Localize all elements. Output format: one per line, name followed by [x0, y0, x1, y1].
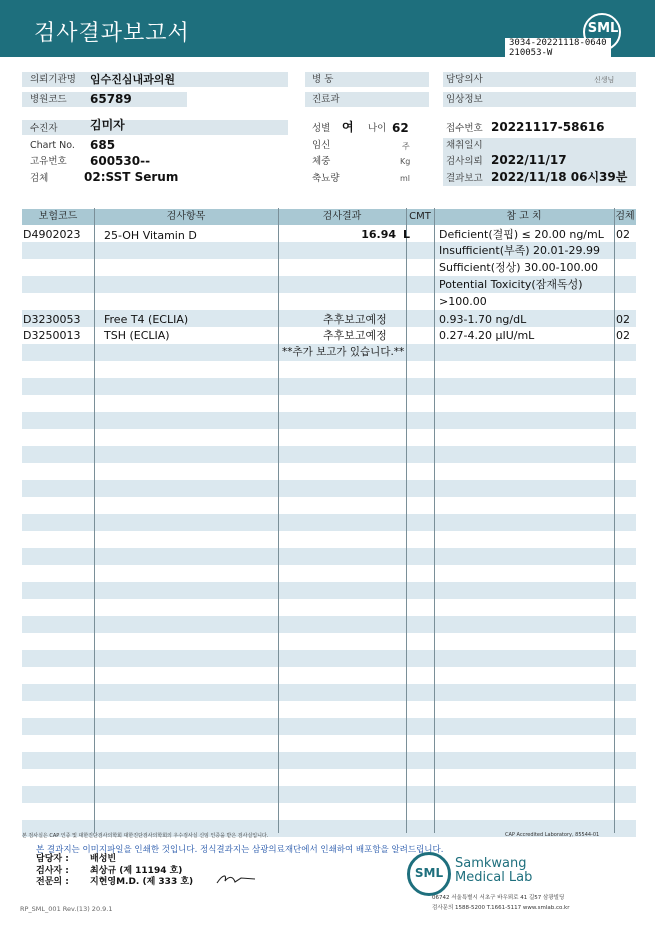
- chart-label: Chart No.: [30, 140, 75, 151]
- age-value: 62: [392, 121, 409, 135]
- age-label: 나이: [368, 123, 387, 134]
- col-divider: [406, 208, 407, 833]
- table-stripe: [22, 412, 636, 429]
- table-cell-ref: 0.93-1.70 ng/dL: [439, 313, 527, 326]
- table-stripe: [22, 650, 636, 667]
- table-cell-code: D4902023: [23, 228, 81, 241]
- chart-value: 685: [90, 138, 116, 152]
- table-cell-ref: >100.00: [439, 295, 487, 308]
- page-title: 검사결과보고서: [34, 21, 190, 46]
- table-cell-ref: Insufficient(부족) 20.01-29.99: [439, 244, 600, 257]
- report-label: 결과보고: [446, 173, 483, 184]
- col-divider: [94, 208, 95, 833]
- sml-logo-text: SML: [587, 21, 619, 36]
- table-cell-specimen: 02: [616, 228, 630, 241]
- col-divider: [434, 208, 435, 833]
- table-cell-ref: 0.27-4.20 µIU/mL: [439, 329, 535, 342]
- receipt-value: 20221117-58616: [491, 120, 605, 134]
- col-header-code: 보험코드: [38, 211, 78, 222]
- report-value: 2022/11/18 06시39분: [491, 170, 628, 184]
- clinical-label: 임상정보: [446, 94, 483, 105]
- id-label: 고유번호: [30, 156, 67, 167]
- report-number-line2: 210053-W: [509, 48, 553, 58]
- clinic-value: 임수진심내과의원: [90, 73, 176, 86]
- specialist-value: 지현영M.D. (제 333 호): [90, 877, 194, 887]
- patient-label: 수진자: [30, 123, 58, 134]
- company-name-line2: Medical Lab: [455, 870, 533, 885]
- table-stripe: [22, 786, 636, 803]
- pregnancy-label: 임신: [312, 140, 331, 151]
- sex-value: 여: [342, 120, 354, 134]
- company-name-line1: Samkwang: [455, 856, 527, 871]
- examiner-value: 최상규 (제 11194 호): [90, 866, 183, 876]
- company-contact: 검사문의 1588-5200 T.1661-5117 www.smlab.co.kr: [432, 905, 570, 911]
- accreditation-note: 본 검사실은 CAP 인증 및 대한진단검사의학회 대한진단검사의학회의 우수검사실 신임 인증을 받은 검사실입니다.: [22, 833, 269, 839]
- table-cell-item: 25-OH Vitamin D: [104, 229, 197, 242]
- hospital-code-value: 65789: [90, 92, 132, 106]
- table-cell-specimen: 02: [616, 313, 630, 326]
- specimen-label: 검체: [30, 173, 49, 184]
- weight-unit: Kg: [400, 157, 411, 166]
- table-cell-code: D3230053: [23, 313, 81, 326]
- urine-label: 축뇨량: [312, 173, 340, 184]
- cap-note: CAP Accredited Laboratory, 85544-01: [505, 832, 600, 838]
- table-cell-result: 16.94: [361, 228, 396, 241]
- table-cell-code: D3250013: [23, 329, 81, 342]
- weight-label: 체중: [312, 156, 331, 167]
- print-notice: 본 결과지는 이미지파일을 인쇄한 것입니다. 정식결과지는 삼광의료재단에서 인쇄하여 배포함을 알려드립니다.: [36, 845, 444, 855]
- table-cell-item: Free T4 (ECLIA): [104, 313, 189, 326]
- table-stripe: [22, 616, 636, 633]
- pregnancy-unit: 주: [402, 142, 410, 151]
- collect-label: 채취일시: [446, 140, 483, 151]
- id-value: 600530--: [90, 154, 151, 168]
- table-stripe: [22, 378, 636, 395]
- table-stripe: [22, 752, 636, 769]
- table-cell-cmt: L: [403, 228, 411, 241]
- form-code: RP_SML_001 Rev.(13) 20.9.1: [20, 905, 113, 913]
- col-header-item: 검사항목: [166, 211, 206, 222]
- report-number: [505, 38, 611, 58]
- report-number-line1: 3034-20221118-0640: [509, 38, 607, 48]
- table-cell-result: 추후보고예정: [323, 313, 387, 326]
- table-cell-result: 추후보고예정: [323, 329, 387, 342]
- clinic-label: 의뢰기관명: [30, 74, 76, 85]
- table-stripe: [22, 582, 636, 599]
- specimen-value: 02:SST Serum: [84, 170, 179, 184]
- company-address: 06742 서울특별시 서초구 바우뫼로 41 길57 삼광빌딩: [432, 895, 565, 901]
- table-cell-item: TSH (ECLIA): [104, 329, 170, 342]
- sex-label: 성별: [312, 123, 331, 134]
- table-stripe: [22, 480, 636, 497]
- table-stripe: [22, 684, 636, 701]
- hospital-code-label: 병원코드: [30, 94, 67, 105]
- urine-unit: ml: [400, 174, 411, 183]
- table-cell-ref: Sufficient(정상) 30.00-100.00: [439, 261, 599, 274]
- patient-row-bg: [22, 120, 288, 135]
- table-cell-specimen: 02: [616, 329, 630, 342]
- specialist-label: 전문의 :: [36, 877, 69, 887]
- table-stripe: [22, 718, 636, 735]
- table-stripe: [22, 548, 636, 565]
- additional-report-note: **추가 보고가 있습니다.**: [282, 346, 405, 358]
- dept-label: 진료과: [312, 94, 340, 105]
- receipt-label: 접수번호: [446, 123, 483, 134]
- col-header-specimen: 검체: [615, 211, 635, 222]
- col-header-result: 검사결과: [322, 211, 362, 222]
- doctor-label: 담당의사: [446, 74, 483, 85]
- manager-value: 배성빈: [90, 854, 117, 864]
- table-stripe: [22, 514, 636, 531]
- signature-icon: [215, 872, 257, 886]
- table-cell-ref: Deficient(결핍) ≤ 20.00 ng/mL: [439, 228, 604, 241]
- ward-label: 병 동: [312, 74, 334, 85]
- patient-value: 김미자: [90, 118, 125, 132]
- request-label: 검사의뢰: [446, 156, 483, 167]
- request-value: 2022/11/17: [491, 153, 567, 167]
- col-header-ref: 참 고 치: [506, 211, 542, 222]
- sml-footer-logo-text: SML: [414, 866, 444, 880]
- table-stripe: [22, 446, 636, 463]
- table-cell-ref: Potential Toxicity(잠재독성): [439, 278, 583, 291]
- col-divider: [614, 208, 615, 833]
- doctor-value: 신생님: [594, 76, 615, 84]
- col-header-cmt: CMT: [409, 211, 431, 222]
- company-name: [455, 857, 532, 885]
- col-divider: [278, 208, 279, 833]
- manager-label: 담당자 :: [36, 854, 69, 864]
- examiner-label: 검사자 :: [36, 866, 69, 876]
